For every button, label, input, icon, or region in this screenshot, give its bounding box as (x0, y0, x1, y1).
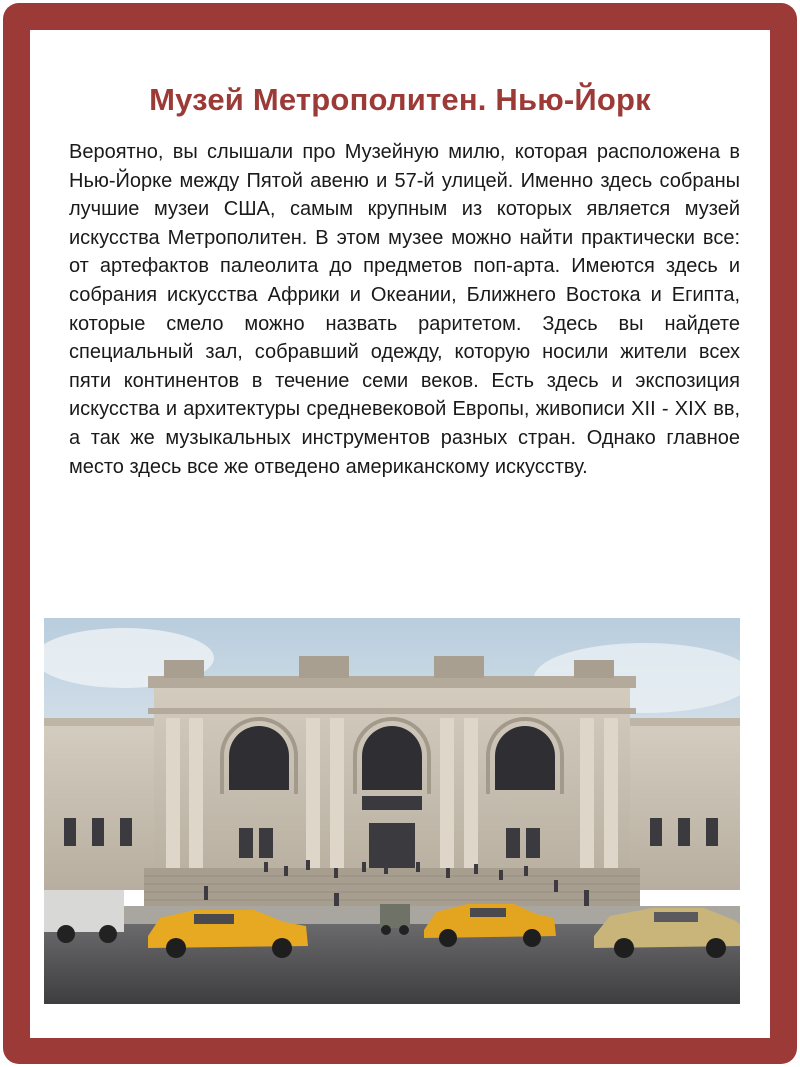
stairs (144, 868, 640, 908)
slide-body-text: Вероятно, вы слышали про Музейную милю, которая расположена в Нью-Йорке между Пятой авеню и 57-й улицей. Именно здесь собраны лучшие музеи США, самым крупным из которых является музей искусства Метрополитен. В этом музее можно найти практически все: от артефактов палеолита до предметов поп-арта. Имеются здесь и собрания искусства Африки и Океании, Ближнего Востока и Египта, которые смело можно назвать раритетом. Здесь вы найдете специальный зал, собравший одежду, которую носили жители всех пяти континентов в течение семи веков. Есть здесь и экспозиция искусства и архитектуры средневековой Европы, живописи XII - XIX вв, а так же музыкальных инструментов разных стран. Однако главное место здесь все же отведено американскому искусству. (69, 141, 740, 478)
left-wing (44, 720, 164, 890)
slide-title: Музей Метрополитен. Нью-Йорк (149, 82, 651, 117)
arched-windows (222, 719, 562, 794)
museum-photo-illustration (44, 618, 740, 1004)
right-wing (620, 720, 740, 890)
slide-page (30, 30, 770, 1038)
museum-photo (44, 618, 740, 1004)
cart (380, 904, 410, 928)
truck (44, 890, 124, 932)
